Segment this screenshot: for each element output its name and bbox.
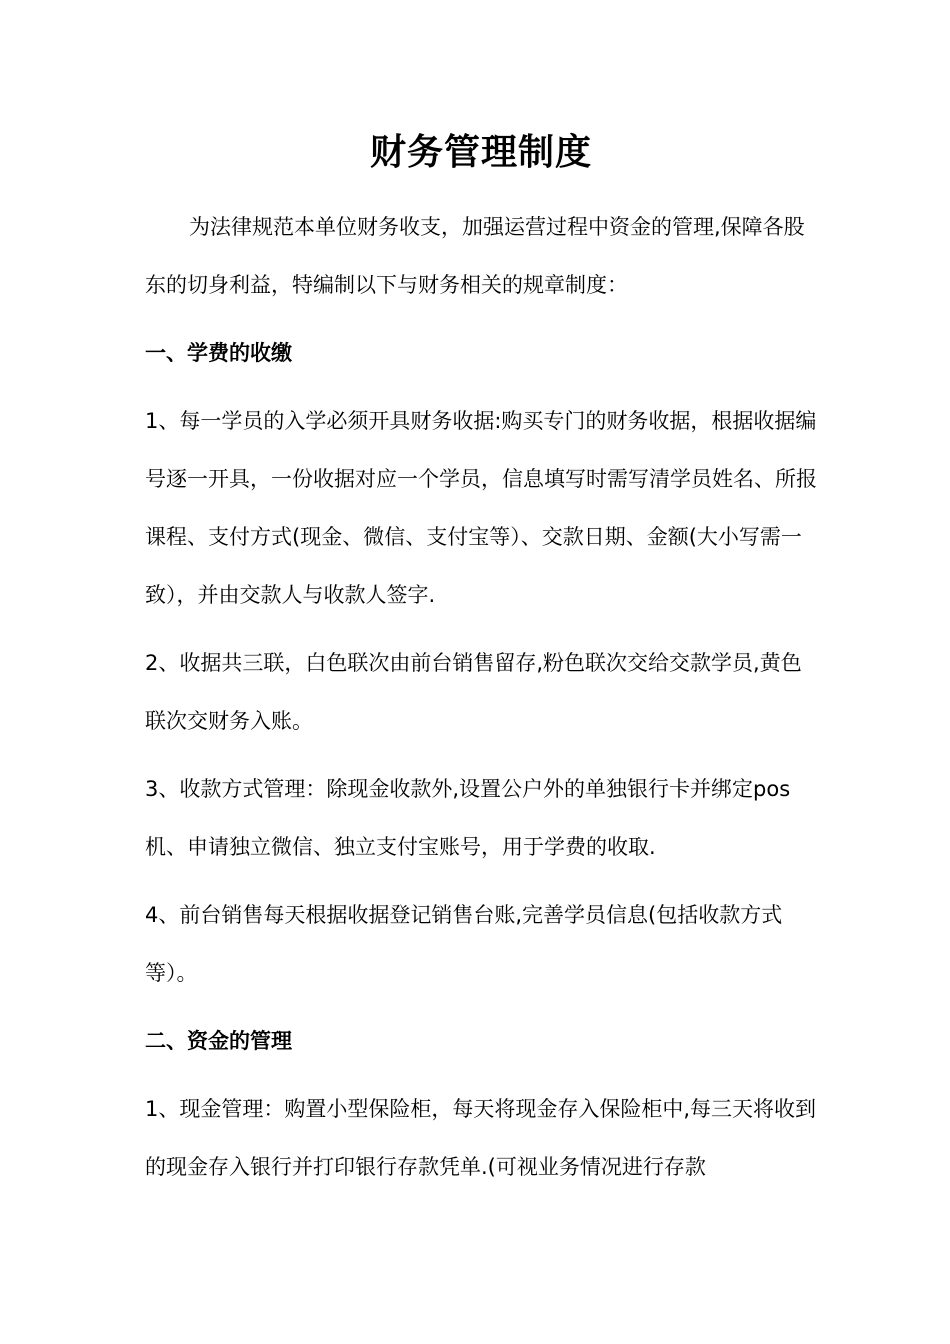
section-item: 1、现金管理：购置小型保险柜，每天将现金存入保险柜中,每三天将收到的现金存入银行并打印银行存款凭单.(可视业务情况进行存款 [145, 1097, 817, 1179]
document-title: 财务管理制度 [369, 132, 592, 173]
section-item: 3、收款方式管理：除现金收款外,设置公户外的单独银行卡并绑定pos机、申请独立微信、独立支付宝账号，用于学费的收取. [145, 777, 791, 859]
section-item: 1、每一学员的入学必须开具财务收据:购买专门的财务收据，根据收据编号逐一开具，一份收据对应一个学员，信息填写时需写清学员姓名、所报课程、支付方式(现金、微信、支付宝等）、交款日期、金额(大小写需一致），并由交款人与收款人签字. [145, 409, 817, 607]
intro-paragraph: 为法律规范本单位财务收支，加强运营过程中资金的管理,保障各股东的切身利益，特编制以下与财务相关的规章制度： [145, 215, 805, 297]
section-funds [145, 1012, 817, 1196]
section-item: 2、收据共三联，白色联次由前台销售留存,粉色联次交给交款学员,黄色联次交财务入账。 [145, 651, 802, 733]
section-item: 4、前台销售每天根据收据登记销售台账,完善学员信息(包括收款方式等）。 [145, 903, 783, 985]
section-heading: 二、资金的管理 [145, 1029, 292, 1053]
document-body [145, 128, 817, 1196]
section-heading: 一、学费的收缴 [145, 341, 292, 365]
section-tuition [145, 324, 817, 1002]
